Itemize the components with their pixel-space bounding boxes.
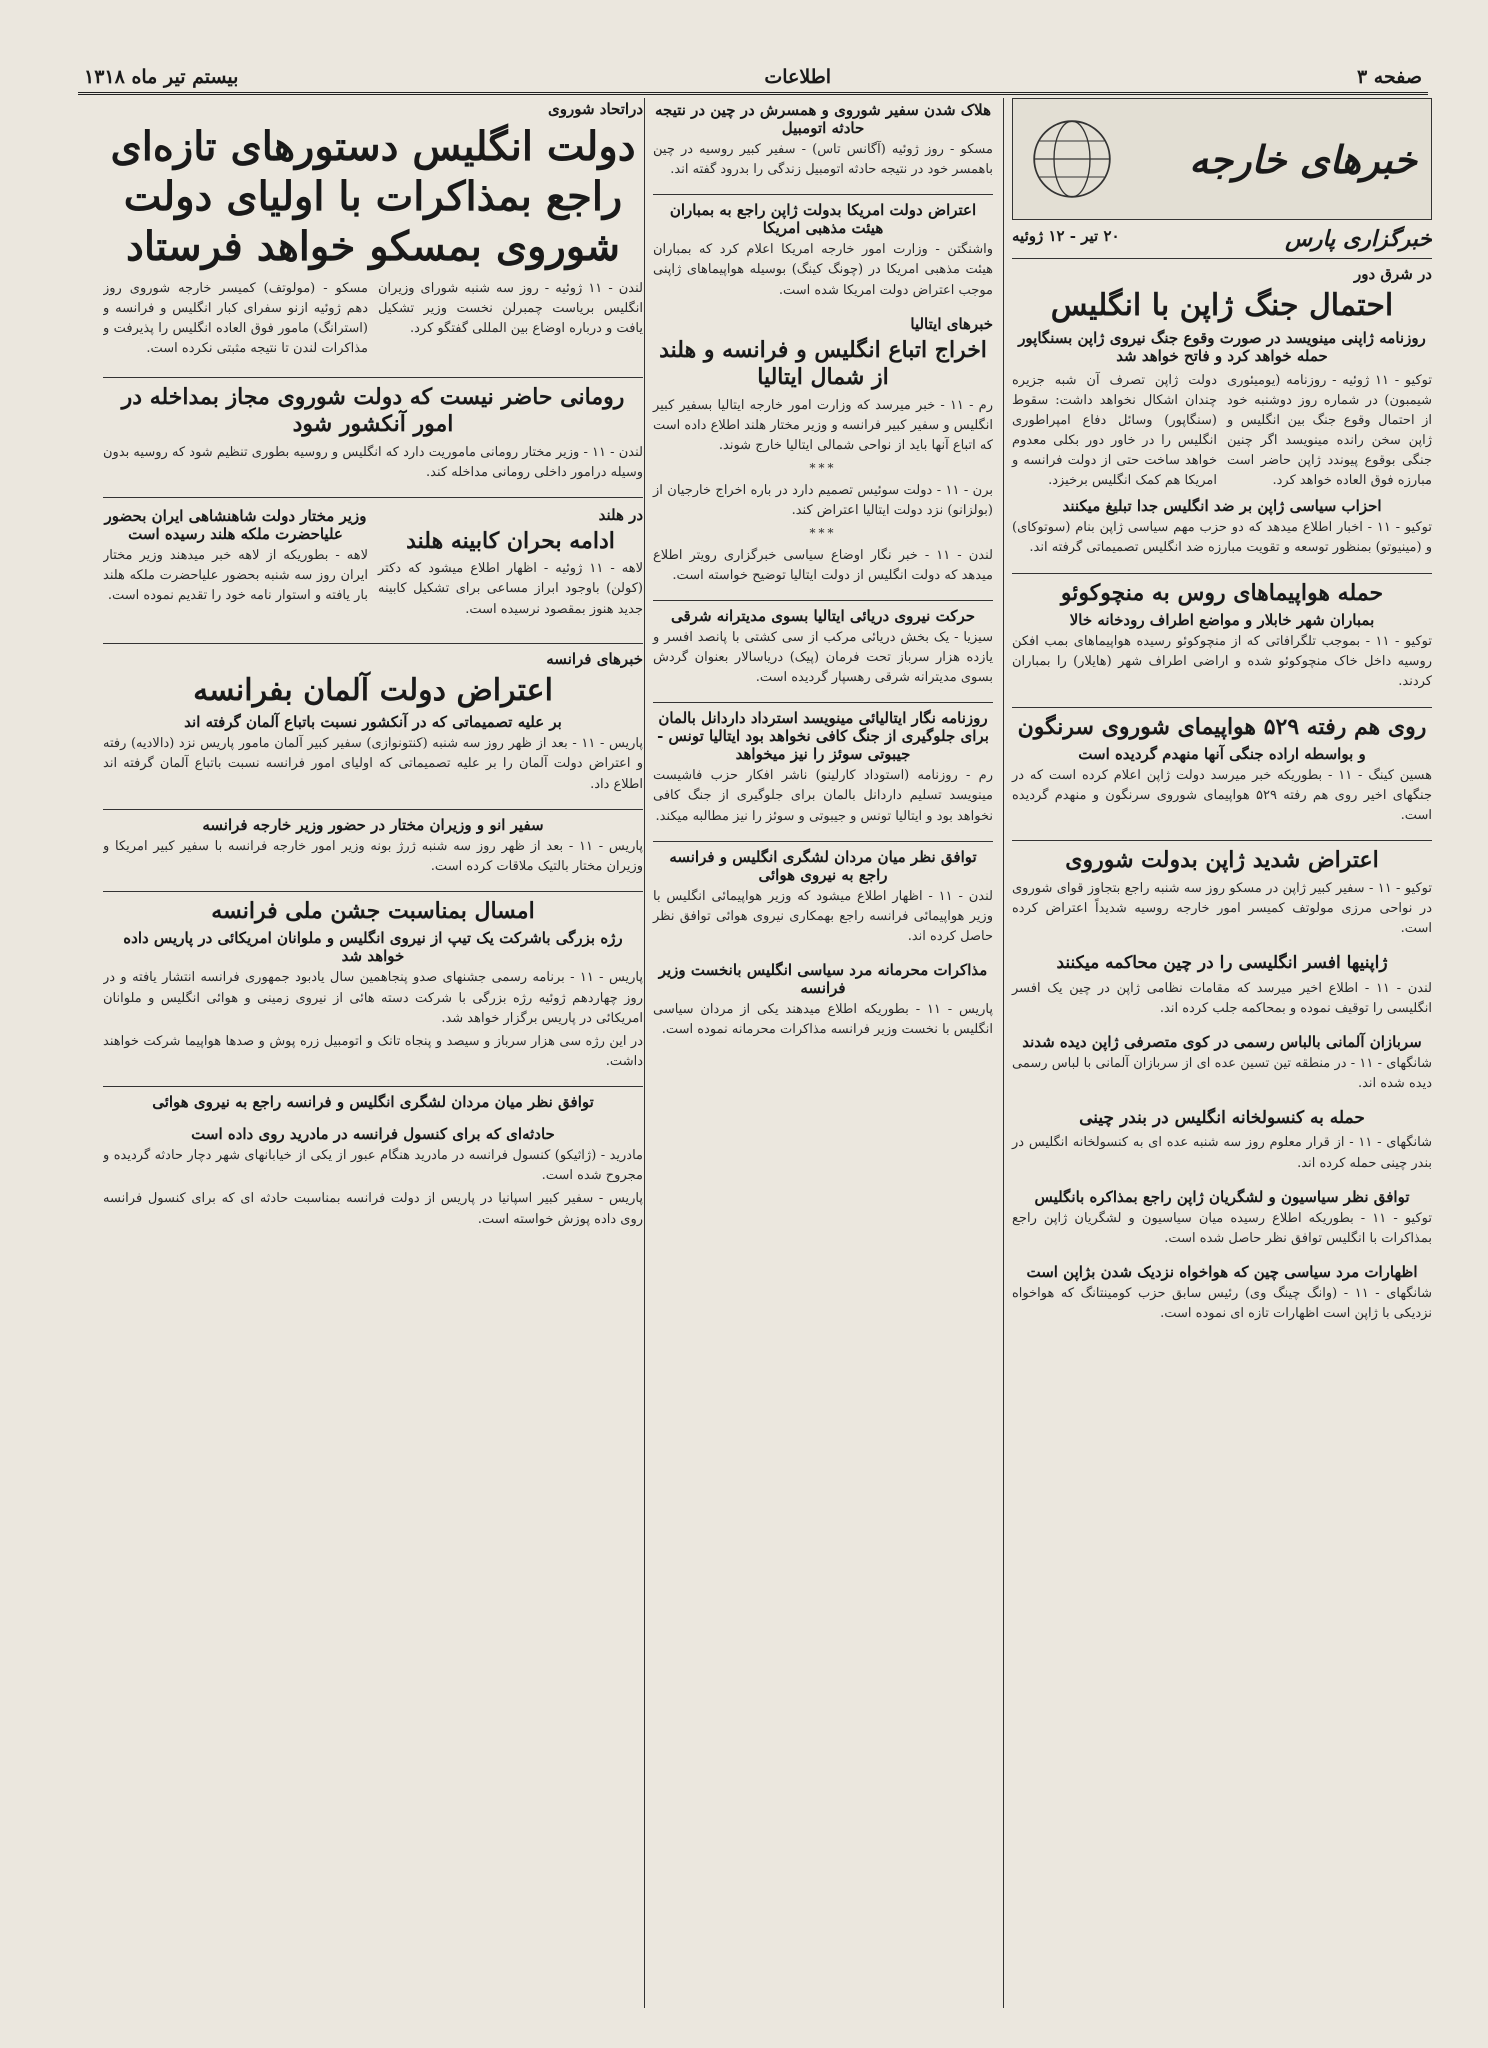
headline: حمله هواپیماهای روس به منچوکوئو <box>1060 579 1384 606</box>
agency-name: خبرگزاری پارس <box>1285 226 1432 252</box>
article-text: شانگهای - ۱۱ - در منطقه تین تسین عده ای از سربازان آلمانی با لباس رسمی دیده شده اند. <box>1012 1055 1432 1092</box>
article-chinese-politician <box>1012 1263 1432 1324</box>
section-label: دراتحاد شوروی <box>548 100 643 118</box>
article-ambassador-death <box>653 101 993 180</box>
article-secret-talks <box>653 961 993 1040</box>
headline: مذاکرات محرمانه مرد سیاسی انگلیس بانخست وزیر فرانسه <box>658 961 988 998</box>
headline: روزنامه نگار ایتالیائی مینویسد استرداد داردانل بالمان برای جلوگیری از جنگ کافی نخواهد بود ایتالیا تونس - جیبوتی سوئز را نیز میخواهد <box>657 709 989 764</box>
article-text: توکیو - ۱۱ ژوئیه - روزنامه (یومیئوری شیمبون) در شماره روز دوشنبه خود از احتمال وقوع جنگ بین انگلیس و ژاپن سخن رانده مینویسد اگر چنین جنگی بوقوع پیوندد ژاپن حاضر است مبارزه فوق العاده خواهد کرد. <box>1227 372 1432 489</box>
banner-title: خبرهای خارجه <box>1189 136 1417 182</box>
article-us-protest <box>653 201 993 300</box>
article-german-soldiers <box>1012 1033 1432 1094</box>
headline: ادامه بحران کابینه هلند <box>406 527 615 554</box>
headline: اعتراض دولت آلمان بفرانسه <box>193 672 553 708</box>
headline: حرکت نیروی دریائی ایتالیا بسوی مدیترانه شرقی <box>671 606 975 625</box>
article-japan-england <box>1012 265 1432 559</box>
article-bastille-day <box>103 898 643 1072</box>
article-text: سیزیا - یک بخش دریائی مرکب از سی کشتی با پانصد افسر و یازده هزار سرباز تحت فرمان (پیک) دریاسالار بعنوان گردش بسوی مدیترانه شرقی رهسپار گردیده است. <box>653 629 993 686</box>
article-dutch-cabinet <box>378 504 643 623</box>
section-label: در هلند <box>598 505 643 524</box>
article-text: لاهه - ۱۱ ژوئیه - اظهار اطلاع میشود که دکتر (کولن) باوجود ابراز مساعی برای تشکیل کابینه جدید هنوز بمقصود نرسیده است. <box>378 561 643 617</box>
subheadline: و بواسطه اراده جنگی آنها منهدم گردیده است <box>1078 745 1366 764</box>
article-text: توکیو - ۱۱ - اخبار اطلاع میدهد که دو حزب مهم سیاسی ژاپن بنام (سوتوکای) و (مینیوتو) بمنظور توسعه و تقویت مبارزه ضد انگلیس تصمیماتی گرفته اند. <box>1012 520 1432 556</box>
subheadline: بر علیه تصمیماتی که در آنکشور نسبت باتباع آلمان گرفته اند <box>184 713 562 732</box>
headline: اعتراض دولت امریکا بدولت ژاپن راجع به بمباران هیئت مذهبی امریکا <box>669 201 977 238</box>
headline: سفیر انو و وزیران مختار در حضور وزیر خارجه فرانسه <box>202 815 544 834</box>
article-text: توکیو - ۱۱ - بموجب تلگرافاتی که از منچوکوئو رسیده هواپیماهای بمب افکن روسیه داخل خاک منچوکوئو شده و اراضی اطراف شهر (هایلار) را بمباران کردند. <box>1012 634 1432 690</box>
subheadline: بمباران شهر خابلار و مواضع اطراف رودخانه خالا <box>1069 611 1375 630</box>
headline: اظهارات مرد سیاسی چین که هواخواه نزدیک شدن بژاپن است <box>1026 1263 1418 1282</box>
article-text: توکیو - ۱۱ - بطوریکه اطلاع رسیده میان سیاسیون و لشگریان ژاپن راجع بمذاکرات با انگلیس توافق نظر حاصل شده است. <box>1012 1210 1432 1246</box>
article-text: رم - روزنامه (استوداد کارلینو) ناشر افکار حزب فاشیست مینویسد تسلیم داردانل بالمان برای جلوگیری از جنگ کافی نخواهد بود و ایتالیا تونس و جیبوتی و سوئز را نیز مطالبه میکند. <box>653 768 993 824</box>
headline: احتمال جنگ ژاپن با انگلیس <box>1050 288 1394 323</box>
article-consul-madrid <box>103 1125 643 1230</box>
headline: رومانی حاضر نیست که دولت شوروی مجاز بمداخله در امور آنکشور شود <box>121 383 625 438</box>
article-529-planes <box>1012 714 1432 827</box>
headline: توافق نظر میان مردان لشگری انگلیس و فرانسه راجع به نیروی هوائی <box>152 1093 594 1112</box>
article-german-protest <box>103 650 643 795</box>
column-left <box>103 98 643 2008</box>
article-text: مسکو - روز ژوئیه (آگانس تاس) - سفیر کبیر روسیه در چین باهمسر خود در نتیجه حادثه اتومبیل زندگی را بدرود گفته اند. <box>653 142 993 178</box>
headline: حمله به کنسولخانه انگلیس در بندر چینی <box>1079 1108 1365 1129</box>
headline: حادثه‌ای که برای کنسول فرانسه در مادرید روی داده است <box>191 1125 555 1144</box>
article-text: برن - ۱۱ - دولت سوئیس تصمیم دارد در باره اخراج خارجیان از (بولزانو) نزد دولت ایتالیا اعتراض کند. <box>653 482 993 518</box>
article-iran-envoy <box>103 504 368 623</box>
section-label: خبرهای فرانسه <box>546 649 643 668</box>
article-text: توکیو - ۱۱ - سفیر کبیر ژاپن در مسکو روز سه شنبه راجع بتجاوز قوای شوروی در نواحی مرزی مولوتف کمیسر امور خارجه روسیه شدیداً اعتراض کرده است. <box>1012 880 1432 937</box>
headline: روی هم رفته ۵۲۹ هواپیمای شوروی سرنگون <box>1017 713 1427 740</box>
headline: دولت انگلیس دستورهای تازه‌ای راجع بمذاکرات با اولیای دولت شوروی بمسکو خواهد فرستاد <box>110 123 636 270</box>
headline: امسال بمناسبت جشن ملی فرانسه <box>211 897 535 924</box>
column-middle <box>644 98 993 2008</box>
article-text: لندن - ۱۱ - اطلاع اخیر میرسد که مقامات نظامی ژاپن در چین یک افسر انگلیسی را توقیف نموده و بمحاکمه جلب کرده اند. <box>1012 980 1432 1016</box>
masthead <box>78 62 1428 95</box>
section-label: خبرهای ایتالیا <box>910 314 993 333</box>
article-text: هسین کینگ - ۱۱ - بطوریکه خبر میرسد دولت ژاپن اعلام کرده است که در جنگهای اخیر روی هم رفته ۵۲۹ هواپیمای شوروی سرنگون و منهدم گردیده است. <box>1012 768 1432 824</box>
headline: توافق نظر میان مردان لشگری انگلیس و فرانسه راجع به نیروی هوائی <box>669 847 977 884</box>
issue-date: بیستم تیر ماه ۱۳۱۸ <box>84 66 239 88</box>
article-text: شانگهای - ۱۱ - (وانگ چینگ وی) رئیس سابق حزب کومینتانگ که هواخواه نزدیکی با ژاپن است اظهارات تازه ای نموده است. <box>1012 1286 1432 1322</box>
article-text: واشنگتن - وزارت امور خارجه امریکا اعلام کرد که بمباران هیئت مذهبی امریکا در (چونگ کینگ) بوسیله هواپیماهای ژاپنی موجب اعتراض دولت امریکا شده است. <box>653 242 993 298</box>
article-text: پاریس - ۱۱ - بطوریکه اطلاع میدهند یکی از مردان سیاسی انگلیس با نخست وزیر فرانسه مذاکرات محرمانه نموده است. <box>653 1002 993 1038</box>
article-japan-protest <box>1012 847 1432 939</box>
article-text: پاریس - سفیر کبیر اسپانیا در پاریس از دولت فرانسه بمناسبت حادثه ای که برای کنسول فرانسه روی داده پوزش خواسته است. <box>103 1191 643 1227</box>
article-air-agreement-2 <box>103 1093 643 1111</box>
article-text: پاریس - ۱۱ - بعد از ظهر روز سه شنبه ژرژ بونه وزیر امور خارجه فرانسه با سفیر کبیر امریکا و وزیران مختار بالتیک ملاقات کرده است. <box>103 838 643 874</box>
headline: اخراج اتباع انگلیس و فرانسه و هلند از شمال ایتالیا <box>659 336 987 391</box>
headline: اعتراض شدید ژاپن بدولت شوروی <box>1065 847 1379 874</box>
subheadline: رژه بزرگی باشرکت یک تیپ از نیروی انگلیس و ملوانان امریکائی در پاریس داده خواهد شد <box>123 929 623 966</box>
headline: هلاک شدن سفیر شوروی و همسرش در چین در نتیجه حادثه اتومبیل <box>654 101 992 137</box>
article-soviet-talks <box>103 100 643 363</box>
headline: وزیر مختار دولت شاهنشاهی ایران بحضور علیاحضرت ملکه هلند رسیده است <box>104 506 367 543</box>
section-label: در شرق دور <box>1353 265 1432 283</box>
article-navy <box>653 607 993 688</box>
article-text: رم - ۱۱ - خبر میرسد که وزارت امور خارجه ایتالیا بسفیر کبیر انگلیس و سفیر کبیر فرانسه و وزیر مختار هلند اطلاع داده است که اتباع آنها باید از نواحی شمالی ایتالیا خارج شوند. <box>653 397 993 453</box>
globe-icon <box>1027 114 1117 204</box>
article-text: لاهه - بطوریکه از لاهه خبر میدهند وزیر مختار ایران روز سه شنبه بحضور علیاحضرت ملکه هلند بار یافته و استوار نامه خود را تقدیم نموده است. <box>103 547 368 604</box>
dateline: ۲۰ تیر - ۱۲ ژوئیه <box>1012 227 1120 245</box>
article-text: پاریس - ۱۱ - بعد از ظهر روز سه شنبه (کنتونوازی) سفیر کبیر آلمان مامور پاریس نزد (دالادیه) رفته و اعتراض دولت آلمان را بر علیه تصمیماتی که اولیای امور فرانسه نسبت باتباع آلمان گرفته اند اطلاع داد. <box>103 736 643 792</box>
headline: ژاپنیها افسر انگلیسی را در چین محاکمه میکنند <box>1056 953 1388 974</box>
article-expulsion: اخراج اتباع انگلیس و فرانسه و هلند از شمال ایتالیا رم - ۱۱ - خبر میرسد که وزارت امور خارجه ایتالیا بسفیر کبیر انگلیس و سفیر کبیر فرانسه و وزیر مختار هلند اطلاع داده است که اتباع آنها باید از نواحی شمالی ایتالیا خارج شوند. *** برن - ۱۱ - دولت سوئیس تصمیم دارد در باره اخراج خارجیان از (بولزانو) نزد دولت ایتالیا اعتراض کند. *** لندن - ۱۱ - خبر نگار اوضاع سیاسی خبرگزاری رویتر اطلاع میدهد که دولت انگلیس از دولت ایتالیا توضیح خواسته است. <box>653 337 993 586</box>
article-text: شانگهای - ۱۱ - از قرار معلوم روز سه شنبه عده ای به کنسولخانه انگلیس در بندر چینی حمله کرده اند. <box>1012 1135 1432 1171</box>
article-italian-journalist <box>653 709 993 826</box>
article-text: مادرید - (ژاثیکو) کنسول فرانسه در مادرید هنگام عبور از یکی از خیابانهای شهر دچار حادثه گردیده و مجروح شده است. <box>103 1148 643 1184</box>
article-text: لندن - ۱۱ - وزیر مختار رومانی ماموریت دارد که انگلیس و روسیه بطوری تنظیم شود که روسیه بدون وسیله درامور داخلی رومانی مداخله کند. <box>103 444 643 480</box>
article-text: لندن - ۱۱ - خبر نگار اوضاع سیاسی خبرگزاری رویتر اطلاع میدهد که دولت انگلیس از دولت ایتالیا توضیح خواسته است. <box>653 547 993 583</box>
article-bonnet-meeting <box>103 816 643 877</box>
headline: سربازان آلمانی بالباس رسمی در کوی متصرفی ژاپن دیده شدند <box>1022 1032 1422 1051</box>
article-text: لندن - ۱۱ ژوئیه - روز سه شنبه شورای وزیران انگلیس بریاست چمبرلن نخست وزیر تشکیل یافت و درباره اوضاع بین المللی گفتگو کرد. <box>378 281 643 337</box>
article-text: پاریس - ۱۱ - برنامه رسمی جشنهای صدو پنجاهمین سال یادبود جمهوری فرانسه انتشار یافته و در روز چهاردهم ژوئیه رژه بزرگی با شرکت دسته هائی از نیروی زمینی و هوائی انگلیس و ملوانان امریکائی در پاریس برگزار خواهد شد. <box>103 970 643 1026</box>
page-number: صفحه ۳ <box>1356 66 1422 88</box>
article-text: در این رژه سی هزار سرباز و سیصد و پنجاه تانک و اتومبیل زره پوش و صدها هواپیما شرکت خواهند داشت. <box>103 1033 643 1070</box>
article-agreement <box>1012 1188 1432 1249</box>
subheadline: احزاب سیاسی ژاپن بر ضد انگلیس جدا تبلیغ میکنند <box>1062 497 1382 516</box>
article-romania <box>103 384 643 483</box>
article-consulate-attack <box>1012 1108 1432 1174</box>
foreign-news-banner <box>1012 98 1432 220</box>
article-text: مسکو - (مولوتف) کمیسر خارجه شوروی روز دهم ژوئیه ازنو سفرای کبار انگلیس و فرانسه و (استرانگ) مامور فوق العاده انگلیس را پذیرفت و مذاکرات لندن تا نتیجه مثبتی نکرده است. <box>103 281 368 357</box>
paper-name: اطلاعات <box>764 66 832 88</box>
subheadline: روزنامه ژاپنی مینویسد در صورت وقوع جنگ نیروی ژاپن بسنگاپور حمله خواهد کرد و فاتح خواهد شد <box>1018 328 1426 365</box>
column-foreign-news <box>1003 98 1432 2008</box>
article-soviet-raid <box>1012 580 1432 693</box>
headline: توافق نظر سیاسیون و لشگریان ژاپن راجع بمذاکره بانگلیس <box>1034 1187 1410 1206</box>
article-officer-trial <box>1012 953 1432 1019</box>
article-air-agreement <box>653 848 993 947</box>
article-text: دولت ژاپن تصرف آن شبه جزیره چندان اشکال نخواهد داشت: سقوط (سنگاپور) وسائل دفاع امپراطوری انگلیس را در خاور دور بکلی معدوم خواهد ساخت حتی از دولت فرانسه و امریکا هم کمک انگلیس برخیزد. <box>1012 372 1217 489</box>
article-text: لندن - ۱۱ - اظهار اطلاع میشود که وزیر هواپیمائی انگلیس با وزیر هواپیمائی فرانسه راجع بهمکاری نیروی هوائی توافق نظر حاصل کرده اند. <box>653 888 993 944</box>
